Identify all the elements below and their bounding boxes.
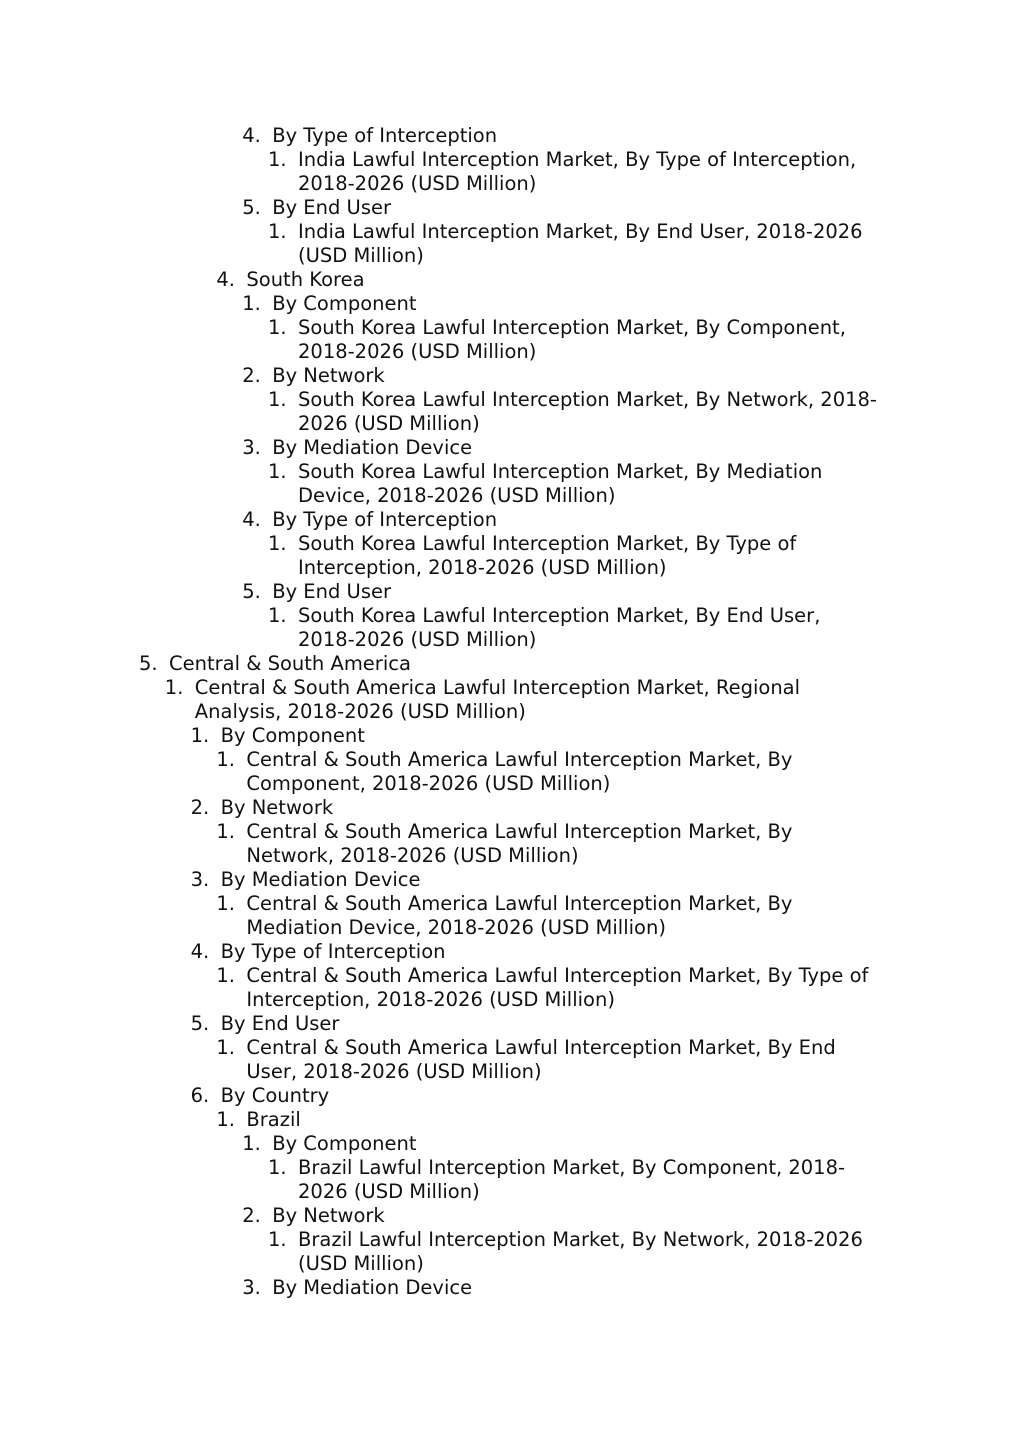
outline-item-number: 4. <box>242 124 261 147</box>
outline-item-number: 3. <box>242 1276 261 1299</box>
outline-item-number: 2. <box>190 796 210 819</box>
outline-item-text: South Korea Lawful Interception Market, By Mediation <box>298 460 823 483</box>
outline-item-text: South Korea Lawful Interception Market, By Type of <box>298 532 797 555</box>
outline-item-text: South Korea Lawful Interception Market, By Component, <box>298 316 846 339</box>
outline-item-text: User, 2018-2026 (USD Million) <box>246 1060 542 1083</box>
outline-item-text: Central & South America Lawful Interception Market, By <box>246 892 793 915</box>
outline-item-number: 1. <box>164 676 184 699</box>
outline-item-number: 1. <box>268 604 287 627</box>
outline-item-text: Interception, 2018-2026 (USD Million) <box>246 988 615 1011</box>
outline-item-text: Central & South America <box>169 652 411 675</box>
outline-item-number: 1. <box>268 532 287 555</box>
outline-item-text: Central & South America Lawful Interception Market, By <box>246 820 793 843</box>
outline-item-text: By End User <box>272 580 392 603</box>
outline-item-text: India Lawful Interception Market, By End User, 2018-2026 <box>298 220 863 243</box>
outline-item-text: By Network <box>220 796 334 819</box>
outline-item-text: Central & South America Lawful Interception Market, Regional <box>194 676 801 699</box>
outline-item-number: 1. <box>268 1228 287 1251</box>
outline-item-text: Central & South America Lawful Interception Market, By <box>246 748 793 771</box>
outline-item-number: 1. <box>216 1036 235 1059</box>
outline-item-number: 5. <box>190 1012 210 1035</box>
outline-item-number: 1. <box>216 964 235 987</box>
outline-item-number: 1. <box>190 724 210 747</box>
outline-item-text: By Component <box>272 1132 417 1155</box>
outline-item-text: Component, 2018-2026 (USD Million) <box>246 772 611 795</box>
outline-item-text: Device, 2018-2026 (USD Million) <box>298 484 616 507</box>
outline-item-text: By Component <box>272 292 417 315</box>
outline-item-number: 3. <box>242 436 261 459</box>
outline-item-text: Brazil Lawful Interception Market, By Component, 2018- <box>298 1156 846 1179</box>
outline-item-text: By Network <box>272 1204 385 1227</box>
outline-item-text: 2026 (USD Million) <box>298 412 480 435</box>
outline-item-number: 4. <box>242 508 261 531</box>
outline-item-text: Analysis, 2018-2026 (USD Million) <box>194 700 526 723</box>
outline-item-text: Brazil <box>246 1108 301 1131</box>
outline-item-text: By Type of Interception <box>272 124 498 147</box>
outline-item-number: 1. <box>216 748 235 771</box>
outline-item-text: By Mediation Device <box>272 436 473 459</box>
outline-item-number: 1. <box>242 1132 261 1155</box>
outline-item-number: 1. <box>216 1108 235 1131</box>
outline-item-text: Brazil Lawful Interception Market, By Network, 2018-2026 <box>298 1228 863 1251</box>
outline-item-text: By End User <box>272 196 392 219</box>
outline-item-number: 1. <box>242 292 261 315</box>
outline-item-text: Central & South America Lawful Interception Market, By Type of <box>246 964 869 987</box>
outline-item-text: 2018-2026 (USD Million) <box>298 340 537 363</box>
outline-item-number: 4. <box>190 940 210 963</box>
outline-item-text: Central & South America Lawful Interception Market, By End <box>246 1036 836 1059</box>
outline-item-number: 1. <box>268 316 287 339</box>
outline-item-number: 1. <box>216 820 235 843</box>
outline-item-text: South Korea Lawful Interception Market, By End User, <box>298 604 821 627</box>
outline-item-number: 1. <box>268 148 287 171</box>
outline-item-text: Network, 2018-2026 (USD Million) <box>246 844 579 867</box>
outline-item-number: 2. <box>242 1204 261 1227</box>
outline-item-text: 2026 (USD Million) <box>298 1180 480 1203</box>
outline-item-text: By End User <box>220 1012 340 1035</box>
outline-item-text: 2018-2026 (USD Million) <box>298 172 537 195</box>
outline-item-text: South Korea <box>246 268 365 291</box>
outline-item-number: 1. <box>268 220 287 243</box>
outline-item-text: By Network <box>272 364 385 387</box>
outline-item-text: By Component <box>220 724 365 747</box>
outline-item-text: South Korea Lawful Interception Market, By Network, 2018- <box>298 388 877 411</box>
outline-item-text: By Type of Interception <box>272 508 498 531</box>
outline-item-number: 1. <box>216 892 235 915</box>
outline-item-number: 4. <box>216 268 235 291</box>
outline-item-text: By Mediation Device <box>272 1276 473 1299</box>
outline-item-number: 6. <box>190 1084 210 1107</box>
outline-item-text: Mediation Device, 2018-2026 (USD Million) <box>246 916 666 939</box>
outline-item-number: 1. <box>268 388 287 411</box>
outline-item-text: Interception, 2018-2026 (USD Million) <box>298 556 667 579</box>
outline-item-text: India Lawful Interception Market, By Type of Interception, <box>298 148 857 171</box>
outline-item-number: 2. <box>242 364 261 387</box>
outline-item-number: 5. <box>139 652 158 675</box>
outline-item-text: By Country <box>220 1084 330 1107</box>
outline-item-text: By Type of Interception <box>220 940 446 963</box>
outline-item-number: 5. <box>242 196 261 219</box>
outline-item-number: 1. <box>268 460 287 483</box>
outline-item-text: By Mediation Device <box>220 868 421 891</box>
outline-item-text: 2018-2026 (USD Million) <box>298 628 537 651</box>
outline-item-number: 5. <box>242 580 261 603</box>
outline-item-number: 3. <box>190 868 210 891</box>
outline-item-number: 1. <box>268 1156 287 1179</box>
outline-item-text: (USD Million) <box>298 244 424 267</box>
outline-item-text: (USD Million) <box>298 1252 424 1275</box>
